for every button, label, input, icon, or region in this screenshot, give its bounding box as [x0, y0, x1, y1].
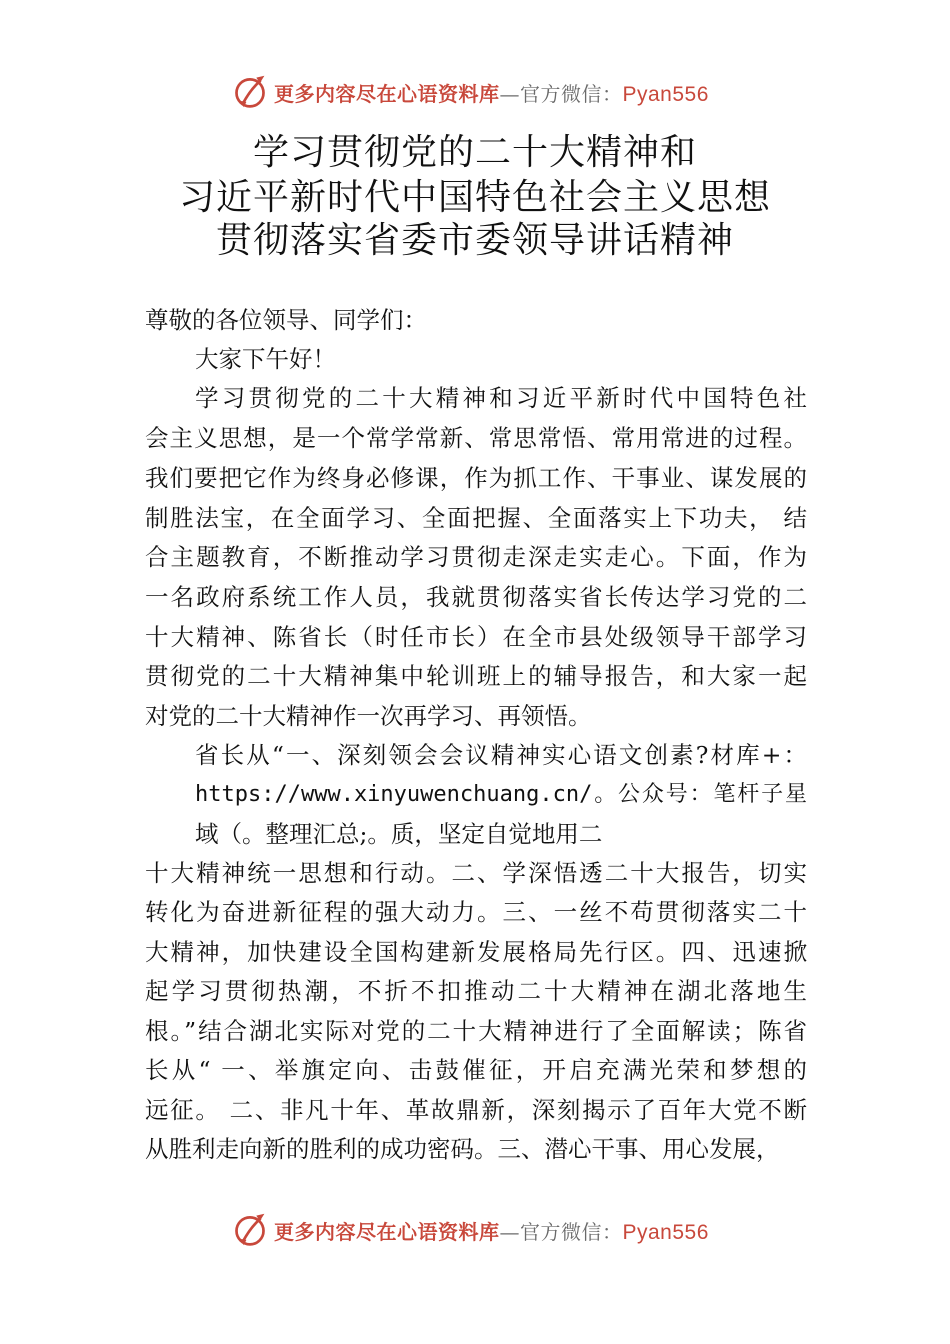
footer-watermark	[232, 1210, 752, 1250]
body-line: 学习贯彻党的二十大精神和习近平新时代中国特色社	[195, 384, 807, 412]
body-line-url: https://www.xinyuwenchuang.cn/。公众号：笔杆子星	[195, 782, 807, 807]
body-line: 根。”结合湖北实际对党的二十大精神进行了全面解读；陈省	[145, 1017, 807, 1045]
body-line: 十大精神、陈省长（时任市长）在全市县处级领导干部学习	[145, 623, 807, 651]
document-title-line-1: 学习贯彻党的二十大精神和	[252, 132, 697, 173]
watermark-wechat-id: Pyan556	[622, 82, 709, 106]
greeting: 大家下午好！	[195, 345, 336, 373]
body-line: 十大精神统一思想和行动。二、学深悟透二十大报告，切实	[145, 859, 807, 887]
body-line: 会主义思想，是一个常学常新、常思常悟、常用常进的过程。	[145, 424, 807, 452]
body-line: 省长从“一、深刻领会会议精神实心语文创素?材库+：	[195, 741, 807, 769]
document-title-line-3: 贯彻落实省委市委领导讲话精神	[215, 220, 734, 261]
body-line: 从胜利走向新的胜利的成功密码。三、潜心干事、用心发展，	[145, 1135, 780, 1163]
body-line: 大精神，加快建设全国构建新发展格局先行区。四、迅速掀	[145, 938, 807, 966]
body-line: 转化为奋进新征程的强大动力。三、一丝不苟贯彻落实二十	[145, 898, 807, 926]
body-line: 贯彻党的二十大精神集中轮训班上的辅导报告，和大家一起	[145, 662, 807, 690]
body-line: 对党的二十大精神作一次再学习、再领悟。	[145, 702, 592, 730]
body-line: 起学习贯彻热潮，不折不扣推动二十大精神在湖北落地生	[145, 977, 807, 1005]
watermark-wechat-id: Pyan556	[622, 1220, 709, 1244]
body-line: 我们要把它作为终身必修课，作为抓工作、干事业、谋发展的	[145, 464, 807, 492]
body-line: 长从“ 一、举旗定向、击鼓催征，开启充满光荣和梦想的	[145, 1056, 807, 1084]
watermark-separator: —官方微信：	[499, 1219, 623, 1244]
salutation: 尊敬的各位领导、同学们：	[145, 306, 427, 334]
header-watermark	[232, 72, 752, 112]
watermark-main-text: 更多内容尽在心语资料库	[274, 81, 500, 106]
quill-pen-logo-icon	[232, 1212, 268, 1248]
watermark-main-text: 更多内容尽在心语资料库	[274, 1219, 500, 1244]
document-title-line-2: 习近平新时代中国特色社会主义思想	[178, 177, 771, 218]
body-line: 远征。 二、非凡十年、革故鼎新，深刻揭示了百年大党不断	[145, 1096, 807, 1124]
body-line: 合主题教育，不断推动学习贯彻走深走实走心。下面，作为	[145, 543, 807, 571]
body-line: 域（。整理汇总;。质，坚定自觉地用二	[195, 820, 603, 848]
quill-pen-logo-icon	[232, 74, 268, 110]
body-line: 制胜法宝，在全面学习、全面把握、全面落实上下功夫， 结	[145, 504, 807, 532]
body-line: 一名政府系统工作人员，我就贯彻落实省长传达学习党的二	[145, 583, 807, 611]
watermark-separator: —官方微信：	[499, 81, 623, 106]
